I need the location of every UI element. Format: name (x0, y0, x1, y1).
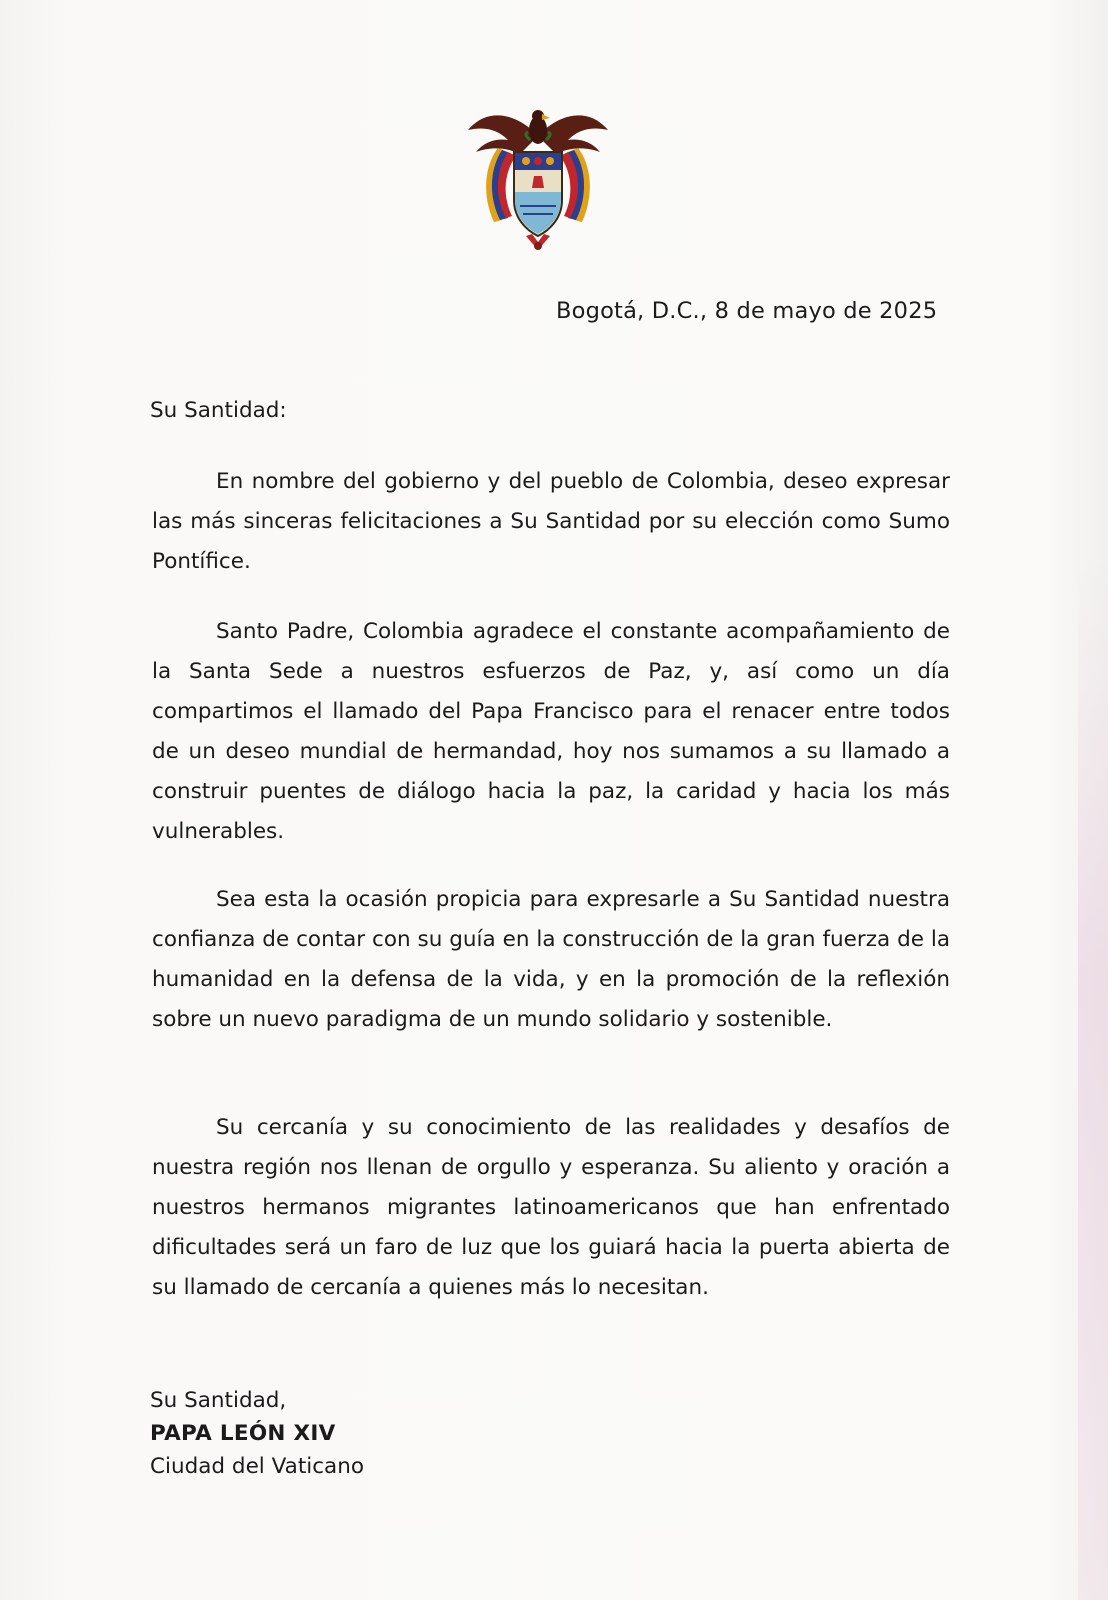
page-edge-stain (1078, 560, 1108, 1600)
recipient-place: Ciudad del Vaticano (150, 1454, 364, 1479)
letter-paragraph: Santo Padre, Colombia agradece el constante acompañamiento de la Santa Sede a nuestros esfuerzos de Paz, y, así como un día compartimos el llamado del Papa Francisco para el renacer entre todos de un deseo mundial de hermandad, hoy nos sumamos a su llamado a construir puentes de diálogo hacia la paz, la caridad y hacia los más vulnerables. (152, 619, 950, 844)
letter-date: Bogotá, D.C., 8 de mayo de 2025 (556, 298, 938, 324)
letter-paragraph: Su cercanía y su conocimiento de las realidades y desafíos de nuestra región nos llenan de orgullo y esperanza. Su aliento y oración a nuestros hermanos migrantes latinoamericanos que han enfrentado dificultades será un faro de luz que los guiará hacia la puerta abierta de su llamado de cercanía a quienes más lo necesitan. (152, 1115, 950, 1300)
letter-recipient-block (150, 1384, 364, 1483)
recipient-title: Su Santidad, (150, 1388, 287, 1413)
letter-paragraph: Sea esta la ocasión propicia para expresarle a Su Santidad nuestra confianza de contar con su guía en la construcción de la gran fuerza de la humanidad en la defensa de la vida, y en la promoción de la reflexión sobre un nuevo paradigma de un mundo solidario y sostenible. (152, 887, 950, 1032)
recipient-name: PAPA LEÓN XIV (150, 1421, 336, 1446)
letter-salutation: Su Santidad: (150, 398, 287, 423)
colombia-coat-of-arms-icon (468, 96, 608, 256)
letter-paragraph: En nombre del gobierno y del pueblo de Colombia, deseo expresar las más sinceras felicitaciones a Su Santidad por su elección como Sumo Pontífice. (152, 469, 950, 574)
